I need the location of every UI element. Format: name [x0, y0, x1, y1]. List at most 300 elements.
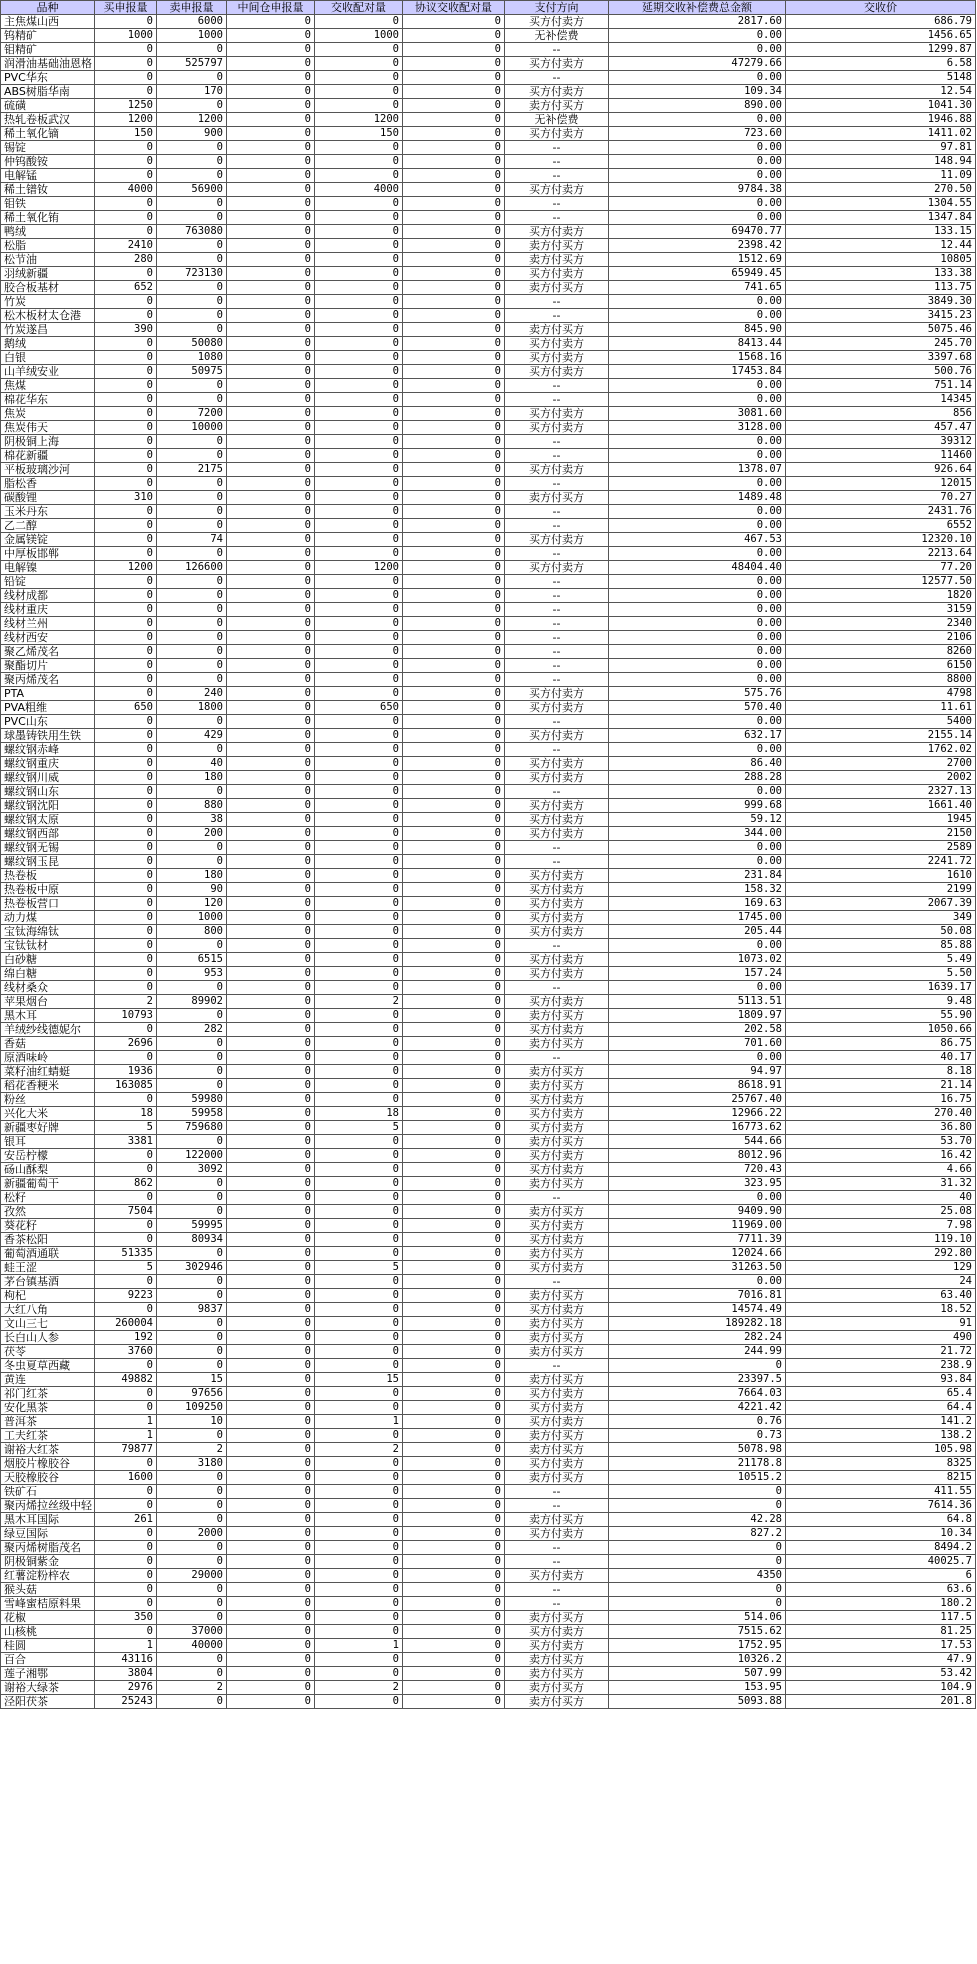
col-settlement-price-cell: 5148 [786, 71, 976, 85]
col-middle-warehouse-cell: 0 [227, 477, 315, 491]
col-matched-cell: 0 [315, 1653, 403, 1667]
col-settlement-price-cell: 85.88 [786, 939, 976, 953]
col-matched-cell: 0 [315, 897, 403, 911]
col-product-cell: 黑木耳国际 [1, 1513, 95, 1527]
col-settlement-price-cell: 12.44 [786, 239, 976, 253]
table-row [1, 939, 976, 953]
col-agreement-matched-cell: 0 [403, 57, 505, 71]
table-row [1, 197, 976, 211]
col-compensation-total-cell: 0 [609, 1485, 786, 1499]
col-settlement-price-cell: 2431.76 [786, 505, 976, 519]
col-matched-cell: 0 [315, 1345, 403, 1359]
col-buy-volume-cell: 1000 [95, 29, 157, 43]
col-product-cell: 兴化大米 [1, 1107, 95, 1121]
table-row [1, 393, 976, 407]
col-compensation-total-cell: 575.76 [609, 687, 786, 701]
table-row [1, 463, 976, 477]
col-middle-warehouse-cell: 0 [227, 561, 315, 575]
col-settlement-price-cell: 3415.23 [786, 309, 976, 323]
col-middle-warehouse-cell: 0 [227, 85, 315, 99]
col-product-cell: 螺纹钢太原 [1, 813, 95, 827]
col-sell-volume-cell: 0 [157, 981, 227, 995]
col-matched-cell: 0 [315, 575, 403, 589]
col-middle-warehouse-cell: 0 [227, 1121, 315, 1135]
col-middle-warehouse-cell: 0 [227, 407, 315, 421]
table-row [1, 71, 976, 85]
col-middle-warehouse-cell: 0 [227, 757, 315, 771]
col-payment-direction-cell: 买方付卖方 [505, 911, 609, 925]
col-payment-direction-cell: 买方付卖方 [505, 701, 609, 715]
col-matched-cell: 0 [315, 1289, 403, 1303]
col-payment-direction-cell: -- [505, 617, 609, 631]
col-settlement-price-cell: 63.40 [786, 1289, 976, 1303]
col-agreement-matched-cell: 0 [403, 253, 505, 267]
col-agreement-matched-cell: 0 [403, 1135, 505, 1149]
col-sell-volume-cell: 10000 [157, 421, 227, 435]
col-settlement-price-cell: 133.15 [786, 225, 976, 239]
col-buy-volume-cell: 2696 [95, 1037, 157, 1051]
col-middle-warehouse-cell: 0 [227, 617, 315, 631]
col-matched-cell: 0 [315, 547, 403, 561]
col-settlement-price-cell: 490 [786, 1331, 976, 1345]
col-agreement-matched-cell: 0 [403, 911, 505, 925]
col-settlement-price-cell: 238.9 [786, 1359, 976, 1373]
col-sell-volume-cell: 0 [157, 1135, 227, 1149]
col-compensation-total-cell: 0.00 [609, 435, 786, 449]
col-matched-cell: 2 [315, 1681, 403, 1695]
col-compensation-total-cell: 0.00 [609, 715, 786, 729]
col-buy-volume-cell: 0 [95, 71, 157, 85]
col-middle-warehouse-cell: 0 [227, 673, 315, 687]
col-product-cell: 茯苓 [1, 1345, 95, 1359]
col-agreement-matched-cell: 0 [403, 1485, 505, 1499]
col-buy-volume-cell: 0 [95, 799, 157, 813]
col-sell-volume-cell: 109250 [157, 1401, 227, 1415]
col-product-cell: 茅台镇基酒 [1, 1275, 95, 1289]
col-agreement-matched-cell: 0 [403, 701, 505, 715]
table-row [1, 617, 976, 631]
col-payment-direction-cell: -- [505, 449, 609, 463]
col-product-cell: 猴头菇 [1, 1583, 95, 1597]
table-row [1, 1373, 976, 1387]
table-row [1, 1443, 976, 1457]
col-sell-volume-cell: 1000 [157, 29, 227, 43]
table-row [1, 1625, 976, 1639]
col-matched-cell: 0 [315, 1541, 403, 1555]
col-matched-cell: 0 [315, 1009, 403, 1023]
col-sell-volume-cell: 0 [157, 1289, 227, 1303]
col-matched-cell: 2 [315, 1443, 403, 1457]
col-compensation-total-cell: 158.32 [609, 883, 786, 897]
col-middle-warehouse-cell: 0 [227, 1177, 315, 1191]
col-payment-direction-cell: -- [505, 295, 609, 309]
col-payment-direction-cell: 买方付卖方 [505, 1569, 609, 1583]
col-compensation-total-cell: 109.34 [609, 85, 786, 99]
table-row [1, 281, 976, 295]
col-sell-volume-cell: 0 [157, 1583, 227, 1597]
col-buy-volume-cell: 0 [95, 1359, 157, 1373]
col-buy-volume-cell: 0 [95, 43, 157, 57]
col-compensation-total-cell: 0.00 [609, 71, 786, 85]
col-settlement-price-cell: 856 [786, 407, 976, 421]
col-compensation-total-cell: 1073.02 [609, 953, 786, 967]
col-buy-volume-cell: 9223 [95, 1289, 157, 1303]
col-matched-cell: 5 [315, 1261, 403, 1275]
col-settlement-price-cell: 8215 [786, 1471, 976, 1485]
col-product-cell: 线材兰州 [1, 617, 95, 631]
col-middle-warehouse-cell: 0 [227, 771, 315, 785]
table-row [1, 1359, 976, 1373]
col-middle-warehouse-cell: 0 [227, 43, 315, 57]
col-buy-volume-cell: 3760 [95, 1345, 157, 1359]
col-middle-warehouse-cell: 0 [227, 911, 315, 925]
col-buy-volume-cell: 25243 [95, 1695, 157, 1709]
col-sell-volume-cell: 0 [157, 715, 227, 729]
col-compensation-total-cell: 632.17 [609, 729, 786, 743]
col-payment-direction-cell: -- [505, 1191, 609, 1205]
col-matched-cell: 0 [315, 309, 403, 323]
col-buy-volume-cell: 0 [95, 225, 157, 239]
col-settlement-price-cell: 104.9 [786, 1681, 976, 1695]
col-product-cell: 碳酸锂 [1, 491, 95, 505]
col-matched-cell: 0 [315, 911, 403, 925]
col-matched-cell: 0 [315, 645, 403, 659]
col-middle-warehouse-cell: 0 [227, 393, 315, 407]
col-matched-cell: 0 [315, 365, 403, 379]
col-matched-cell: 0 [315, 743, 403, 757]
col-sell-volume-cell: 0 [157, 1499, 227, 1513]
col-payment-direction-cell: 买方付卖方 [505, 57, 609, 71]
col-sell-volume-cell: 800 [157, 925, 227, 939]
col-payment-direction-cell: -- [505, 981, 609, 995]
table-row [1, 1527, 976, 1541]
col-sell-volume-cell: 900 [157, 127, 227, 141]
col-sell-volume-cell: 0 [157, 1611, 227, 1625]
col-middle-warehouse-header: 中间仓申报量 [227, 1, 315, 15]
col-product-cell: 聚丙烯茂名 [1, 673, 95, 687]
col-middle-warehouse-cell: 0 [227, 1037, 315, 1051]
col-product-cell: 金属镁锭 [1, 533, 95, 547]
col-agreement-matched-cell: 0 [403, 883, 505, 897]
col-middle-warehouse-cell: 0 [227, 1597, 315, 1611]
col-matched-cell: 0 [315, 1583, 403, 1597]
col-buy-volume-cell: 0 [95, 771, 157, 785]
col-agreement-matched-cell: 0 [403, 1429, 505, 1443]
col-buy-volume-cell: 390 [95, 323, 157, 337]
col-agreement-matched-cell: 0 [403, 505, 505, 519]
col-middle-warehouse-cell: 0 [227, 1401, 315, 1415]
col-matched-cell: 0 [315, 603, 403, 617]
table-row [1, 155, 976, 169]
col-buy-volume-cell: 0 [95, 729, 157, 743]
col-buy-volume-cell: 0 [95, 505, 157, 519]
col-compensation-total-cell: 59.12 [609, 813, 786, 827]
col-product-cell: 桂圆 [1, 1639, 95, 1653]
col-compensation-total-cell: 0.00 [609, 659, 786, 673]
col-sell-volume-cell: 0 [157, 1275, 227, 1289]
col-matched-cell: 0 [315, 1499, 403, 1513]
table-row [1, 911, 976, 925]
col-sell-volume-cell: 180 [157, 869, 227, 883]
col-buy-volume-cell: 310 [95, 491, 157, 505]
table-row [1, 43, 976, 57]
col-compensation-total-cell: 31263.50 [609, 1261, 786, 1275]
table-row [1, 645, 976, 659]
col-buy-volume-cell: 0 [95, 939, 157, 953]
col-buy-volume-cell: 0 [95, 1023, 157, 1037]
col-middle-warehouse-cell: 0 [227, 1695, 315, 1709]
col-settlement-price-cell: 8.18 [786, 1065, 976, 1079]
col-matched-cell: 5 [315, 1121, 403, 1135]
col-agreement-matched-cell: 0 [403, 1247, 505, 1261]
col-compensation-total-cell: 8413.44 [609, 337, 786, 351]
col-middle-warehouse-cell: 0 [227, 1107, 315, 1121]
col-sell-volume-cell: 0 [157, 1695, 227, 1709]
col-sell-volume-cell: 180 [157, 771, 227, 785]
col-compensation-total-cell: 17453.84 [609, 365, 786, 379]
col-buy-volume-cell: 0 [95, 1541, 157, 1555]
col-payment-direction-cell: 买方付卖方 [505, 827, 609, 841]
col-product-cell: 稀土镨钕 [1, 183, 95, 197]
col-agreement-matched-cell: 0 [403, 757, 505, 771]
col-compensation-total-cell: 1809.97 [609, 1009, 786, 1023]
col-compensation-total-cell: 205.44 [609, 925, 786, 939]
col-compensation-total-cell: 0.00 [609, 43, 786, 57]
col-matched-cell: 0 [315, 883, 403, 897]
col-product-cell: 长白山人参 [1, 1331, 95, 1345]
col-middle-warehouse-cell: 0 [227, 1219, 315, 1233]
col-buy-volume-cell: 1200 [95, 561, 157, 575]
col-buy-volume-header: 买申报量 [95, 1, 157, 15]
col-matched-cell: 0 [315, 155, 403, 169]
table-row [1, 1471, 976, 1485]
col-middle-warehouse-cell: 0 [227, 1135, 315, 1149]
col-payment-direction-cell: 无补偿费 [505, 29, 609, 43]
col-middle-warehouse-cell: 0 [227, 1387, 315, 1401]
col-compensation-total-cell: 5093.88 [609, 1695, 786, 1709]
table-row [1, 855, 976, 869]
col-settlement-price-cell: 8494.2 [786, 1541, 976, 1555]
col-payment-direction-cell: 买方付卖方 [505, 1625, 609, 1639]
col-product-cell: 宝钛钛材 [1, 939, 95, 953]
col-matched-cell: 0 [315, 631, 403, 645]
table-row [1, 1653, 976, 1667]
col-settlement-price-cell: 39312 [786, 435, 976, 449]
col-compensation-total-cell: 0.00 [609, 141, 786, 155]
col-compensation-total-cell: 0 [609, 1583, 786, 1597]
col-settlement-price-cell: 270.50 [786, 183, 976, 197]
table-row [1, 1541, 976, 1555]
col-matched-cell: 0 [315, 281, 403, 295]
col-sell-volume-cell: 0 [157, 1541, 227, 1555]
col-compensation-total-cell: 94.97 [609, 1065, 786, 1079]
col-product-cell: 热卷板营口 [1, 897, 95, 911]
col-product-cell: 松籽 [1, 1191, 95, 1205]
col-settlement-price-cell: 16.75 [786, 1093, 976, 1107]
col-buy-volume-cell: 0 [95, 309, 157, 323]
col-settlement-price-cell: 8325 [786, 1457, 976, 1471]
col-middle-warehouse-cell: 0 [227, 1331, 315, 1345]
col-product-cell: 仲钨酸铵 [1, 155, 95, 169]
col-agreement-matched-cell: 0 [403, 1667, 505, 1681]
col-product-cell: 雪峰蜜桔原料果 [1, 1597, 95, 1611]
col-matched-cell: 0 [315, 71, 403, 85]
col-sell-volume-cell: 2 [157, 1443, 227, 1457]
col-buy-volume-cell: 0 [95, 715, 157, 729]
col-buy-volume-cell: 0 [95, 911, 157, 925]
col-sell-volume-cell: 50080 [157, 337, 227, 351]
col-settlement-price-cell: 65.4 [786, 1387, 976, 1401]
col-matched-cell: 0 [315, 1513, 403, 1527]
col-sell-volume-cell: 0 [157, 743, 227, 757]
col-compensation-total-cell: 0 [609, 1597, 786, 1611]
col-product-cell: 天胶橡胶谷 [1, 1471, 95, 1485]
col-middle-warehouse-cell: 0 [227, 1023, 315, 1037]
col-product-cell: 新疆葡萄干 [1, 1177, 95, 1191]
col-middle-warehouse-cell: 0 [227, 1499, 315, 1513]
col-settlement-price-cell: 10.34 [786, 1527, 976, 1541]
col-payment-direction-cell: -- [505, 631, 609, 645]
col-compensation-total-cell: 244.99 [609, 1345, 786, 1359]
table-row [1, 1247, 976, 1261]
col-product-cell: 主焦煤山西 [1, 15, 95, 29]
col-buy-volume-cell: 4000 [95, 183, 157, 197]
col-payment-direction-cell: 买方付卖方 [505, 687, 609, 701]
col-product-cell: 香茶松阳 [1, 1233, 95, 1247]
col-product-cell: 绵白糖 [1, 967, 95, 981]
col-buy-volume-cell: 79877 [95, 1443, 157, 1457]
table-row [1, 57, 976, 71]
col-sell-volume-cell: 429 [157, 729, 227, 743]
col-payment-direction-cell: -- [505, 309, 609, 323]
col-settlement-price-cell: 141.2 [786, 1415, 976, 1429]
col-compensation-total-cell: 0 [609, 1555, 786, 1569]
col-agreement-matched-cell: 0 [403, 1611, 505, 1625]
col-buy-volume-cell: 0 [95, 1625, 157, 1639]
col-middle-warehouse-cell: 0 [227, 351, 315, 365]
table-row [1, 519, 976, 533]
col-middle-warehouse-cell: 0 [227, 1611, 315, 1625]
col-compensation-total-cell: 570.40 [609, 701, 786, 715]
col-settlement-price-header: 交收价 [786, 1, 976, 15]
col-sell-volume-cell: 40000 [157, 1639, 227, 1653]
col-product-cell: 红薯淀粉梓农 [1, 1569, 95, 1583]
col-buy-volume-cell: 5 [95, 1121, 157, 1135]
col-matched-cell: 0 [315, 799, 403, 813]
col-matched-cell: 0 [315, 1079, 403, 1093]
col-matched-cell: 0 [315, 43, 403, 57]
col-agreement-matched-cell: 0 [403, 1051, 505, 1065]
col-product-cell: 焦炭 [1, 407, 95, 421]
col-settlement-price-cell: 5.50 [786, 967, 976, 981]
col-sell-volume-cell: 0 [157, 1065, 227, 1079]
col-payment-direction-cell: -- [505, 1555, 609, 1569]
col-compensation-total-cell: 0.00 [609, 673, 786, 687]
col-matched-cell: 0 [315, 323, 403, 337]
col-sell-volume-cell: 0 [157, 1037, 227, 1051]
col-compensation-total-cell: 0.00 [609, 449, 786, 463]
col-agreement-matched-cell: 0 [403, 1415, 505, 1429]
col-product-cell: 百合 [1, 1653, 95, 1667]
col-buy-volume-cell: 0 [95, 463, 157, 477]
col-middle-warehouse-cell: 0 [227, 855, 315, 869]
table-row [1, 1205, 976, 1219]
col-sell-volume-cell: 0 [157, 1177, 227, 1191]
col-middle-warehouse-cell: 0 [227, 365, 315, 379]
col-compensation-total-cell: 323.95 [609, 1177, 786, 1191]
col-agreement-matched-cell: 0 [403, 743, 505, 757]
col-sell-volume-cell: 0 [157, 785, 227, 799]
col-payment-direction-cell: 卖方付买方 [505, 1695, 609, 1709]
col-payment-direction-cell: 卖方付买方 [505, 281, 609, 295]
col-product-cell: 铁矿石 [1, 1485, 95, 1499]
col-payment-direction-cell: 买方付卖方 [505, 1303, 609, 1317]
col-agreement-matched-cell: 0 [403, 477, 505, 491]
col-matched-cell: 0 [315, 449, 403, 463]
col-product-cell: 银耳 [1, 1135, 95, 1149]
col-agreement-matched-cell: 0 [403, 1093, 505, 1107]
col-payment-direction-cell: -- [505, 169, 609, 183]
col-middle-warehouse-cell: 0 [227, 841, 315, 855]
col-matched-cell: 2 [315, 995, 403, 1009]
table-row [1, 869, 976, 883]
table-row [1, 1583, 976, 1597]
col-product-cell: 葡萄酒通联 [1, 1247, 95, 1261]
col-agreement-matched-cell: 0 [403, 1331, 505, 1345]
col-matched-cell: 0 [315, 785, 403, 799]
col-payment-direction-cell: -- [505, 505, 609, 519]
col-middle-warehouse-cell: 0 [227, 1667, 315, 1681]
table-row [1, 323, 976, 337]
col-buy-volume-cell: 0 [95, 659, 157, 673]
col-settlement-price-cell: 63.6 [786, 1583, 976, 1597]
col-settlement-price-cell: 18.52 [786, 1303, 976, 1317]
col-buy-volume-cell: 0 [95, 589, 157, 603]
col-matched-cell: 0 [315, 337, 403, 351]
col-middle-warehouse-cell: 0 [227, 897, 315, 911]
col-matched-cell: 0 [315, 1037, 403, 1051]
col-buy-volume-cell: 0 [95, 1093, 157, 1107]
col-payment-direction-cell: 买方付卖方 [505, 1219, 609, 1233]
col-product-cell: 螺纹钢西部 [1, 827, 95, 841]
col-payment-direction-cell: -- [505, 1541, 609, 1555]
col-settlement-price-cell: 7.98 [786, 1219, 976, 1233]
col-product-cell: 白银 [1, 351, 95, 365]
col-agreement-matched-cell: 0 [403, 127, 505, 141]
col-middle-warehouse-cell: 0 [227, 337, 315, 351]
col-product-cell: 螺纹钢赤峰 [1, 743, 95, 757]
col-sell-volume-header: 卖申报量 [157, 1, 227, 15]
col-agreement-matched-cell: 0 [403, 1205, 505, 1219]
table-row [1, 701, 976, 715]
col-compensation-total-cell: 0.00 [609, 155, 786, 169]
table-row [1, 477, 976, 491]
table-row [1, 1191, 976, 1205]
col-settlement-price-cell: 21.72 [786, 1345, 976, 1359]
table-row [1, 15, 976, 29]
table-row [1, 1317, 976, 1331]
col-payment-direction-cell: 买方付卖方 [505, 127, 609, 141]
col-settlement-price-cell: 1299.87 [786, 43, 976, 57]
col-settlement-price-cell: 3397.68 [786, 351, 976, 365]
col-compensation-total-cell: 189282.18 [609, 1317, 786, 1331]
col-payment-direction-cell: 卖方付买方 [505, 1177, 609, 1191]
col-buy-volume-cell: 0 [95, 1457, 157, 1471]
col-matched-cell: 18 [315, 1107, 403, 1121]
col-settlement-price-cell: 9.48 [786, 995, 976, 1009]
table-row [1, 547, 976, 561]
col-settlement-price-cell: 3159 [786, 603, 976, 617]
